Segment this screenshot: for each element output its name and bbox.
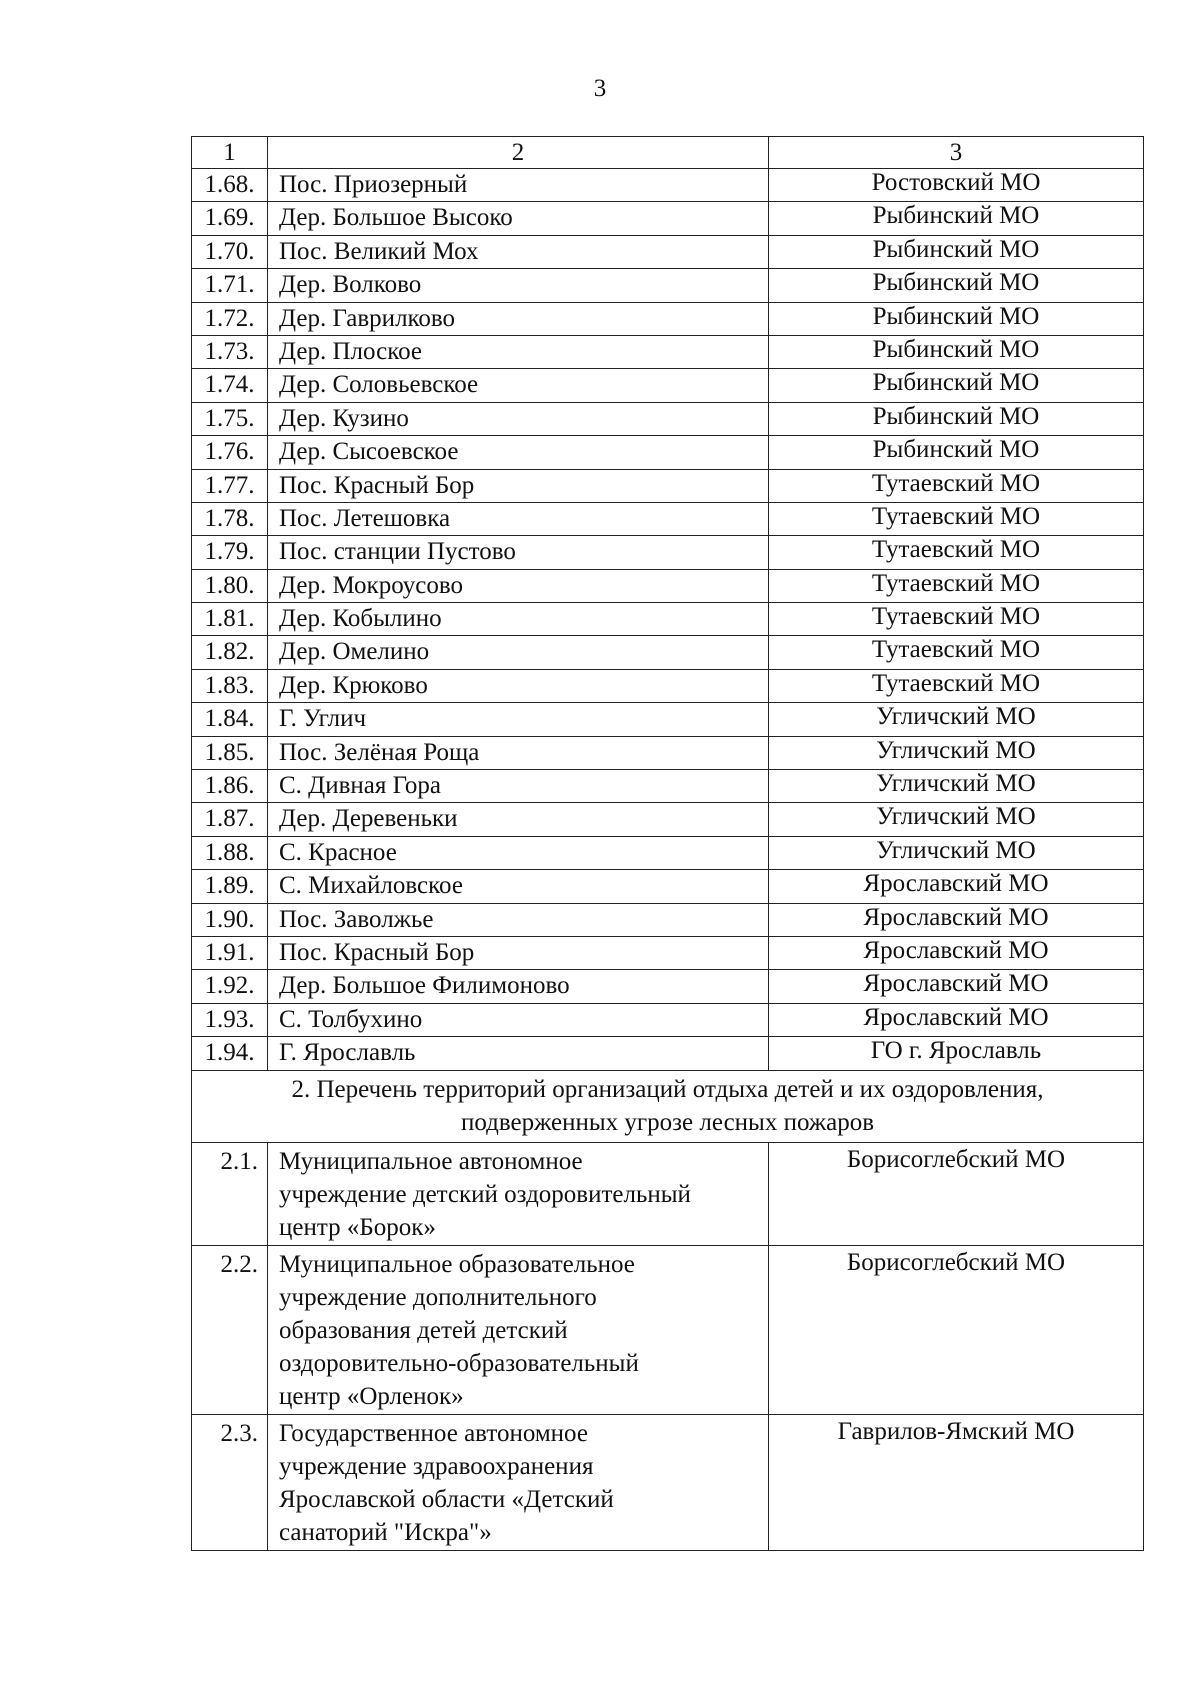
- section-heading-line: 2. Перечень территорий организаций отдыха детей и их оздоровления,: [291, 1075, 1044, 1103]
- district-name: Рыбинский МО: [769, 269, 1144, 302]
- table-row: [192, 703, 1144, 736]
- district-name: ГО г. Ярославль: [769, 1037, 1144, 1070]
- row-number: 1.78.: [192, 502, 268, 535]
- row-number: 1.81.: [192, 603, 268, 636]
- territory-table: [191, 136, 1144, 1551]
- district-name: Ярославский МО: [769, 870, 1144, 903]
- district-name: Тутаевский МО: [769, 669, 1144, 702]
- row-number: 1.86.: [192, 770, 268, 803]
- organization-name-line: Муниципальное образовательное: [279, 1250, 635, 1278]
- row-number: 1.77.: [192, 469, 268, 502]
- table-row: [192, 603, 1144, 636]
- district-name: Ярославский МО: [769, 903, 1144, 936]
- organization-name-line: Ярославской области «Детский: [279, 1485, 614, 1513]
- organization-name: [268, 1414, 769, 1550]
- organization-name-line: Муниципальное автономное: [279, 1147, 583, 1175]
- settlement-name: Дер. Кобылино: [268, 603, 769, 636]
- row-number: 1.93.: [192, 1003, 268, 1036]
- organization-name-line: оздоровительно-образовательный: [279, 1349, 639, 1377]
- district-name: Рыбинский МО: [769, 235, 1144, 268]
- settlement-name: Дер. Большое Высоко: [268, 202, 769, 235]
- district-name: Угличский МО: [769, 703, 1144, 736]
- settlement-name: Дер. Омелино: [268, 636, 769, 669]
- table-row: [192, 870, 1144, 903]
- organization-name-line: Государственное автономное: [279, 1419, 588, 1447]
- settlement-name: Пос. Зелёная Роща: [268, 736, 769, 769]
- organization-name-line: учреждение детский оздоровительный: [279, 1180, 691, 1208]
- row-number: 1.82.: [192, 636, 268, 669]
- row-number: 1.70.: [192, 235, 268, 268]
- organization-name: [268, 1142, 769, 1245]
- district-name: Угличский МО: [769, 836, 1144, 869]
- table-row: [192, 1003, 1144, 1036]
- settlement-name: Пос. Красный Бор: [268, 936, 769, 969]
- section-heading-line: подверженных угрозе лесных пожаров: [460, 1108, 875, 1136]
- district-name: Угличский МО: [769, 736, 1144, 769]
- settlement-name: Пос. Приозерный: [268, 169, 769, 202]
- table-row: [192, 636, 1144, 669]
- table-row: [192, 536, 1144, 569]
- organization-name: [268, 1245, 769, 1414]
- row-number: 1.69.: [192, 202, 268, 235]
- column-header-1: 1: [192, 137, 268, 169]
- district-name: Ярославский МО: [769, 970, 1144, 1003]
- settlement-name: Пос. станции Пустово: [268, 536, 769, 569]
- settlement-name: Дер. Мокроусово: [268, 569, 769, 602]
- settlement-name: Пос. Красный Бор: [268, 469, 769, 502]
- table-row: [192, 836, 1144, 869]
- section-heading-row: [192, 1070, 1144, 1142]
- organization-name-line: образования детей детский: [279, 1316, 568, 1344]
- settlement-name: Дер. Крюково: [268, 669, 769, 702]
- settlement-name: Дер. Кузино: [268, 402, 769, 435]
- row-number: 1.73.: [192, 335, 268, 368]
- row-number: 1.79.: [192, 536, 268, 569]
- table-row: [192, 1245, 1144, 1414]
- table-row: [192, 1414, 1144, 1550]
- table-row: [192, 302, 1144, 335]
- row-number: 1.74.: [192, 369, 268, 402]
- settlement-name: С. Дивная Гора: [268, 770, 769, 803]
- row-number: 2.2.: [192, 1245, 268, 1414]
- district-name: Тутаевский МО: [769, 603, 1144, 636]
- row-number: 2.1.: [192, 1142, 268, 1245]
- table-row: [192, 402, 1144, 435]
- row-number: 1.87.: [192, 803, 268, 836]
- settlement-name: Г. Ярославль: [268, 1037, 769, 1070]
- table-row: [192, 202, 1144, 235]
- row-number: 1.83.: [192, 669, 268, 702]
- district-name: Рыбинский МО: [769, 436, 1144, 469]
- table-row: [192, 235, 1144, 268]
- settlement-name: Дер. Большое Филимоново: [268, 970, 769, 1003]
- settlement-name: Дер. Деревеньки: [268, 803, 769, 836]
- district-name: Рыбинский МО: [769, 369, 1144, 402]
- settlement-name: С. Михайловское: [268, 870, 769, 903]
- settlement-name: Дер. Сысоевское: [268, 436, 769, 469]
- district-name: Ярославский МО: [769, 1003, 1144, 1036]
- settlement-name: Дер. Плоское: [268, 335, 769, 368]
- district-name: Рыбинский МО: [769, 402, 1144, 435]
- table-row: [192, 169, 1144, 202]
- table-row: [192, 469, 1144, 502]
- table-row: [192, 736, 1144, 769]
- table-row: [192, 569, 1144, 602]
- table-row: [192, 1142, 1144, 1245]
- organization-name-line: центр «Орленок»: [279, 1382, 464, 1410]
- settlement-name: С. Красное: [268, 836, 769, 869]
- settlement-name: Дер. Соловьевское: [268, 369, 769, 402]
- settlement-name: Пос. Великий Мох: [268, 235, 769, 268]
- district-name: Тутаевский МО: [769, 536, 1144, 569]
- district-name: Тутаевский МО: [769, 569, 1144, 602]
- district-name: Борисоглебский МО: [769, 1142, 1144, 1245]
- row-number: 2.3.: [192, 1414, 268, 1550]
- column-header-3: 3: [769, 137, 1144, 169]
- row-number: 1.84.: [192, 703, 268, 736]
- district-name: Рыбинский МО: [769, 202, 1144, 235]
- table-row: [192, 669, 1144, 702]
- row-number: 1.72.: [192, 302, 268, 335]
- organization-name-line: учреждение здравоохранения: [279, 1452, 594, 1480]
- table-row: [192, 936, 1144, 969]
- district-name: Угличский МО: [769, 770, 1144, 803]
- table-row: [192, 803, 1144, 836]
- district-name: Тутаевский МО: [769, 469, 1144, 502]
- table-row: [192, 770, 1144, 803]
- row-number: 1.91.: [192, 936, 268, 969]
- table-row: [192, 1037, 1144, 1070]
- district-name: Тутаевский МО: [769, 636, 1144, 669]
- district-name: Тутаевский МО: [769, 502, 1144, 535]
- row-number: 1.85.: [192, 736, 268, 769]
- district-name: Рыбинский МО: [769, 302, 1144, 335]
- column-header-2: 2: [268, 137, 769, 169]
- table-row: [192, 436, 1144, 469]
- settlement-name: Г. Углич: [268, 703, 769, 736]
- table-row: [192, 269, 1144, 302]
- row-number: 1.94.: [192, 1037, 268, 1070]
- organization-name-line: санаторий "Искра"»: [279, 1518, 492, 1546]
- table-row: [192, 369, 1144, 402]
- table-row: [192, 903, 1144, 936]
- settlement-name: С. Толбухино: [268, 1003, 769, 1036]
- settlement-name: Пос. Заволжье: [268, 903, 769, 936]
- row-number: 1.89.: [192, 870, 268, 903]
- row-number: 1.68.: [192, 169, 268, 202]
- row-number: 1.71.: [192, 269, 268, 302]
- table-row: [192, 502, 1144, 535]
- district-name: Гаврилов-Ямский МО: [769, 1414, 1144, 1550]
- row-number: 1.75.: [192, 402, 268, 435]
- district-name: Борисоглебский МО: [769, 1245, 1144, 1414]
- table-row: [192, 970, 1144, 1003]
- row-number: 1.92.: [192, 970, 268, 1003]
- settlement-name: Дер. Гаврилково: [268, 302, 769, 335]
- settlement-name: Пос. Летешовка: [268, 502, 769, 535]
- row-number: 1.88.: [192, 836, 268, 869]
- organization-name-line: центр «Борок»: [279, 1213, 436, 1241]
- row-number: 1.90.: [192, 903, 268, 936]
- district-name: Ростовский МО: [769, 169, 1144, 202]
- district-name: Угличский МО: [769, 803, 1144, 836]
- section-heading: [192, 1070, 1144, 1142]
- row-number: 1.80.: [192, 569, 268, 602]
- district-name: Рыбинский МО: [769, 335, 1144, 368]
- district-name: Ярославский МО: [769, 936, 1144, 969]
- page-number: 3: [593, 75, 607, 102]
- settlement-name: Дер. Волково: [268, 269, 769, 302]
- row-number: 1.76.: [192, 436, 268, 469]
- organization-name-line: учреждение дополнительного: [279, 1283, 597, 1311]
- table-row: [192, 335, 1144, 368]
- table-header-row: [192, 137, 1144, 169]
